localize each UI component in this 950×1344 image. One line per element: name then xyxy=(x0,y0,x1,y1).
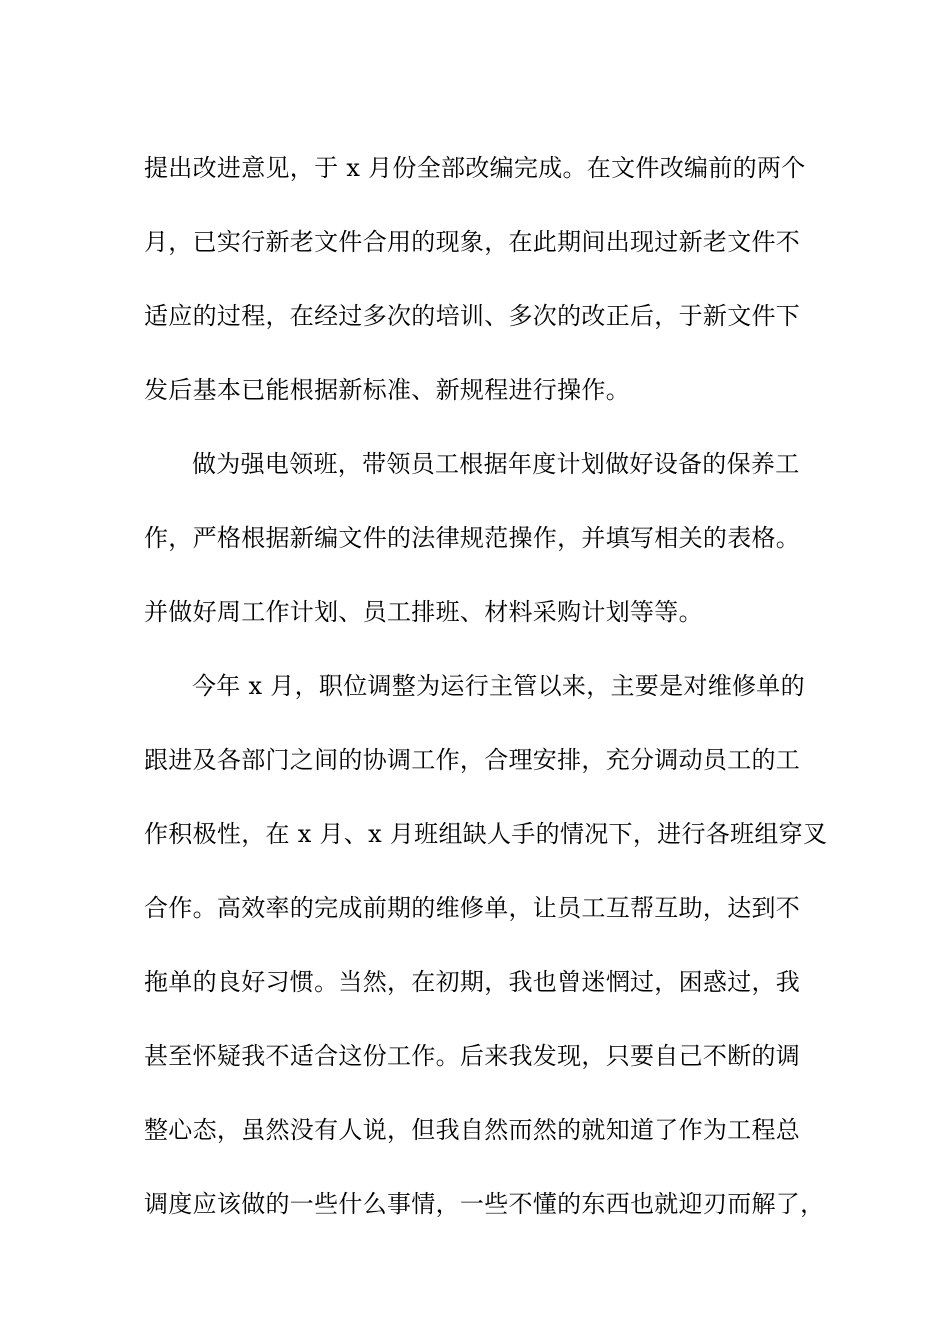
paragraph-3 xyxy=(144,649,828,1241)
text-line: 拖单的良好习惯。当然，在初期，我也曾迷惘过，困惑过，我 xyxy=(144,968,801,996)
text-line: 作积极性，在 x 月、x 月班组缺人手的情况下，进行各班组穿叉 xyxy=(144,820,828,848)
text-line: 今年 x 月，职位调整为运行主管以来，主要是对维修单的 xyxy=(192,672,805,700)
text-line: 做为强电领班，带领员工根据年度计划做好设备的保养工 xyxy=(192,450,800,478)
paragraph-2 xyxy=(144,427,824,649)
text-line: 整心态，虽然没有人说，但我自然而然的就知道了作为工程总 xyxy=(144,1116,801,1144)
document-body xyxy=(144,131,828,1241)
text-line: 调度应该做的一些什么事情，一些不懂的东西也就迎刃而解了， xyxy=(144,1190,825,1218)
text-line: 发后基本已能根据新标准、新规程进行操作。 xyxy=(144,376,630,404)
text-line: 适应的过程，在经过多次的培训、多次的改正后，于新文件下 xyxy=(144,302,801,330)
text-line: 跟进及各部门之间的协调工作，合理安排，充分调动员工的工 xyxy=(144,746,801,774)
text-line: 并做好周工作计划、员工排班、材料采购计划等等。 xyxy=(144,598,703,626)
text-line: 提出改进意见，于 x 月份全部改编完成。在文件改编前的两个 xyxy=(144,154,806,182)
text-line: 月，已实行新老文件合用的现象，在此期间出现过新老文件不 xyxy=(144,228,801,256)
text-line: 作，严格根据新编文件的法律规范操作，并填写相关的表格。 xyxy=(144,524,801,552)
text-line: 合作。高效率的完成前期的维修单，让员工互帮互助，达到不 xyxy=(144,894,801,922)
text-line: 甚至怀疑我不适合这份工作。后来我发现，只要自己不断的调 xyxy=(144,1042,801,1070)
paragraph-1 xyxy=(144,131,824,427)
